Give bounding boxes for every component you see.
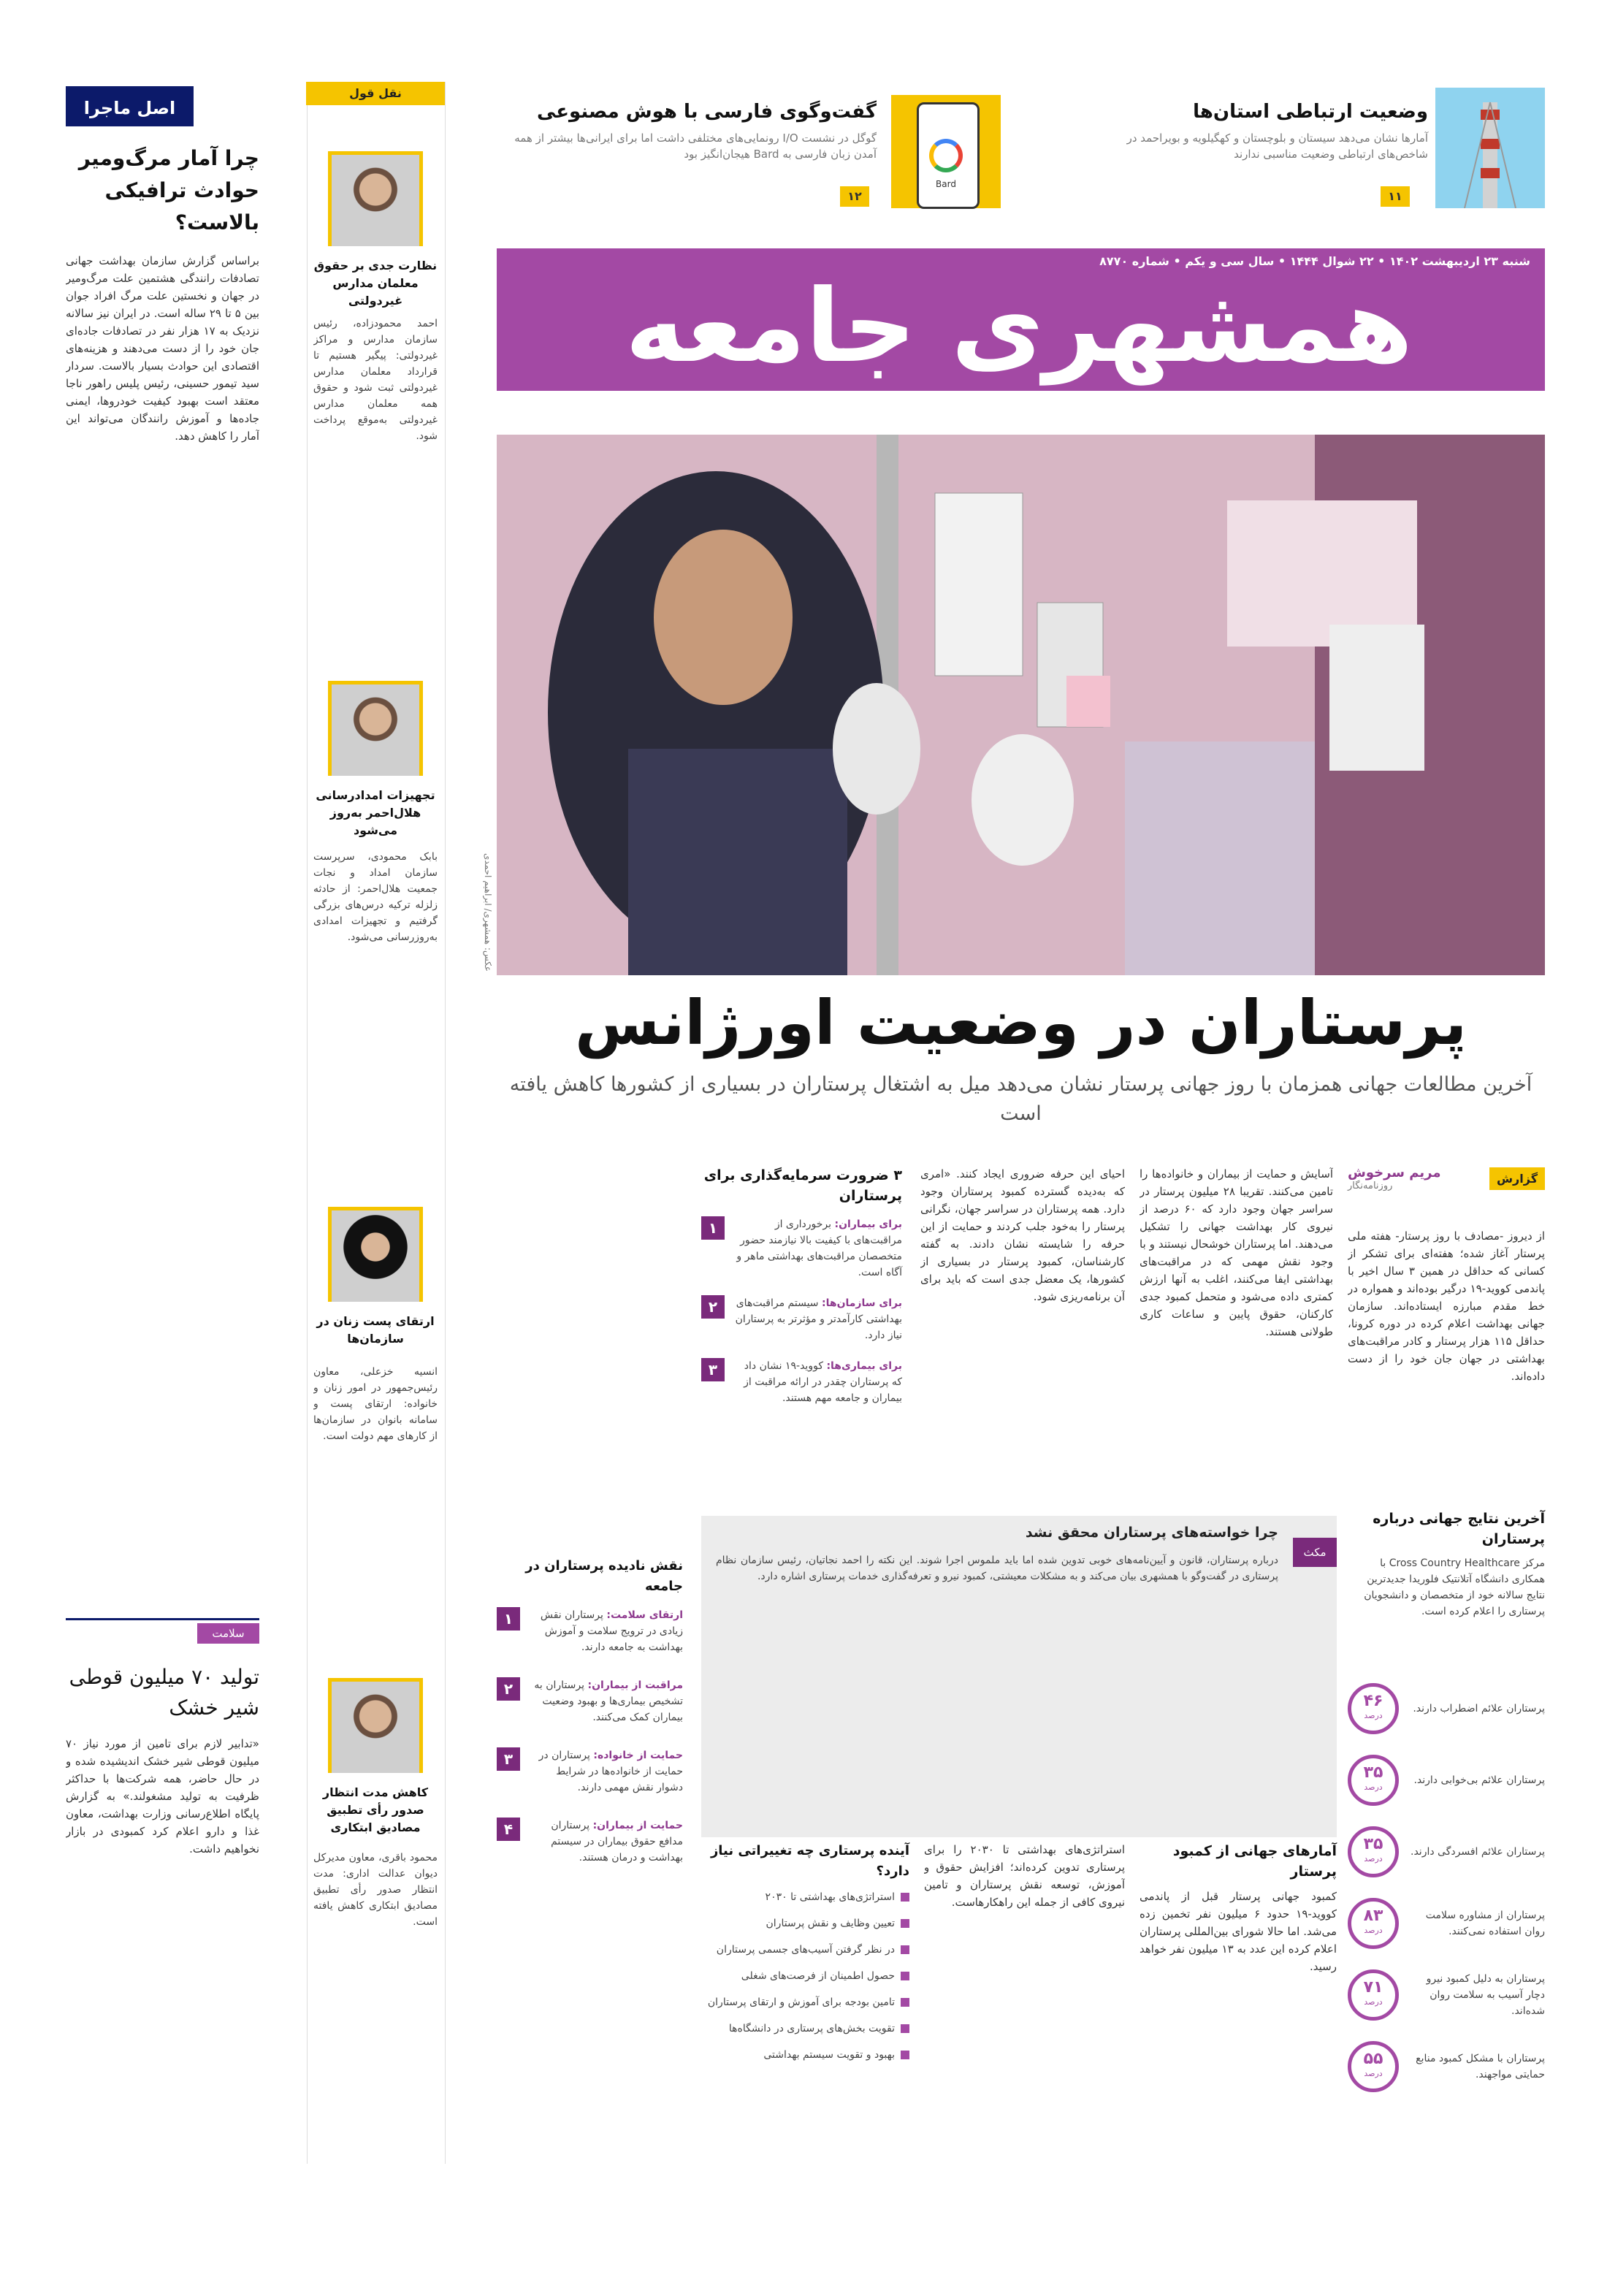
- teaser-title: وضعیت ارتباطی استان‌ها: [1193, 101, 1428, 123]
- stats-list: [1348, 1673, 1545, 2102]
- list-item: [497, 1607, 683, 1655]
- bard-app-image: [891, 95, 1001, 208]
- item-text: پرستاران نقش زیادی در ترویج سلامت و آموزش بهداشت به جامعه دارند.: [540, 1609, 683, 1653]
- report-column: استراتژی‌های بهداشتی تا ۲۰۳۰ را برای پرستاری تدوین کرده‌اند؛ افزایش حقوق و آموزش، توسعه نقش پرستاران و تامین نیروی کافی از جمله این راهکارهاست.: [924, 1843, 1125, 1909]
- stat-unit: درصد: [1364, 1782, 1383, 1792]
- nurse-photo: [497, 435, 1545, 975]
- stat-label: پرستاران علائم افسردگی دارند.: [1411, 1846, 1545, 1858]
- item-number: ۱: [497, 1607, 520, 1631]
- quote-text: بابک محمودی، سرپرست سازمان امداد و نجات جمعیت هلال‌احمر: از حادثه زلزله ترکیه درس‌های بزرگی گرفتیم و تجهیزات امدادی به‌روزرسانی می‌شود.: [313, 851, 438, 943]
- quote-title: ارتقای پست زنان در سازمان‌ها: [316, 1314, 435, 1346]
- stat-unit: درصد: [1364, 1711, 1383, 1720]
- society-title: نقش نادیده پرستاران در جامعه: [525, 1558, 683, 1594]
- report-column: آسایش و حمایت از بیماران و خانواده‌ها را تامین می‌کنند. تقریبا ۲۸ میلیون پرستار در سراسر جهان وجود دارد که ۶۰ درصد از نیروی کار بهداشت جهانی را تشکیل می‌دهند. اما پرستاران خوشحال نیستند و با وجود نقش مهمی که در مراقبت‌های بهداشتی ایفا می‌کنند، اغلب به آنها ارزش کمتری داده می‌شود و متحمل کمبود جدی کارکنان، حقوق پایین و ساعات کاری طولانی هستند.: [1140, 1167, 1333, 1338]
- quote-photo: [328, 681, 423, 776]
- list-item: [701, 1994, 909, 2010]
- item-lead: برای بیماران:: [834, 1218, 902, 1230]
- stat-unit: درصد: [1364, 1997, 1383, 2007]
- quote-photo: [328, 1678, 423, 1773]
- stat-label: پرستاران علائم بی‌خوابی دارند.: [1413, 1774, 1545, 1786]
- list-item-text: تامین بودجه برای آموزش و ارتقای پرستاران: [707, 1996, 895, 2008]
- focus-label: مکث: [1293, 1538, 1337, 1567]
- item-text: پرستاران به تشخیص بیماری‌ها و بهبود وضعیت بیماران کمک می‌کنند.: [534, 1679, 683, 1723]
- society-box: [497, 1556, 683, 1866]
- list-item: [701, 1968, 909, 1984]
- author-role: روزنامه‌نگار: [1348, 1181, 1393, 1191]
- list-item-text: استراتژی‌های بهداشتی تا ۲۰۳۰: [765, 1891, 895, 1903]
- future-title: آینده پرستاری چه تغییراتی نیاز دارد؟: [710, 1843, 909, 1879]
- quote-text: محمود باقری، معاون مدیرکل دیوان عدالت اداری: مدت انتظار صدور رأی تطبیق مصادیق ابتکاری کاهش یافته است.: [313, 1852, 438, 1928]
- teaser-text: آمارها نشان می‌دهد سیستان و بلوچستان و کهگیلویه و بویراحمد در شاخص‌های ارتباطی وضعیت مناسبی ندارند: [1126, 131, 1428, 161]
- main-subhead: آخرین مطالعات جهانی همزمان با روز جهانی پرستار نشان می‌دهد میل به اشتغال پرستاران در بسیاری از کشورها کاهش یافته است: [509, 1073, 1532, 1125]
- item-text: پرستاران در حمایت از خانواده‌ها در شرایط دشوار نقش مهمی دارند.: [538, 1750, 683, 1793]
- list-item: [701, 1942, 909, 1958]
- stat-value: ۳۵: [1363, 1763, 1383, 1782]
- item-lead: برای بیماری‌ها:: [826, 1360, 902, 1372]
- quote-photo: [328, 151, 423, 246]
- list-item: [497, 1818, 683, 1866]
- future-list: [701, 1841, 909, 2063]
- item-number: ۲: [701, 1295, 725, 1319]
- list-item: [701, 1915, 909, 1931]
- quote-title: تجهیزات امدادرسانی هلال‌احمر به‌روز می‌شود: [316, 788, 435, 837]
- item-lead: حمایت از بیماران:: [592, 1820, 683, 1831]
- item-text: کووید-۱۹ نشان داد که پرستاران چقدر در ارائه مراقبت از بیماران و جامعه مهم هستند.: [744, 1360, 902, 1404]
- stat-label: پرستاران علائم اضطراب دارند.: [1413, 1703, 1545, 1715]
- list-item-text: تقویت بخش‌های پرستاری در دانشگاه‌ها: [728, 2023, 895, 2034]
- report-column: احیای این حرفه ضروری ایجاد کنند. «امری که به‌دیده گسترده کمبود پرستاران وجود دارد. همه پرستاران در سراسر جهان، نگرانی پرستار را به‌خود جلب کردند و حمایت از این حرفه را شایسته نشان دادند. به گفته کارشناسان، کمبود پرستار در بسیاری از کشورها، یک معضل جدی است که باید برای آن برنامه‌ریزی شود.: [920, 1167, 1125, 1303]
- item-text: سیستم مراقبت‌های بهداشتی کارآمدتر و مؤثرتر به پرستاران نیاز دارد.: [735, 1297, 902, 1341]
- section-text: کمبود جهانی پرستار قبل از پاندمی کووید-۱۹ حدود ۶ میلیون نفر تخمین زده می‌شد. اما حالا شورای بین‌المللی پرستاران اعلام کرده این عدد به ۱۳ میلیون نفر خواهد رسید.: [1140, 1890, 1337, 1973]
- teaser-ai[interactable]: [497, 101, 877, 162]
- divider: [66, 1618, 259, 1620]
- item-number: ۳: [701, 1358, 725, 1381]
- report-label: گزارش: [1489, 1167, 1545, 1190]
- section-title: آمارهای جهانی از کمبود پرستار: [1172, 1843, 1337, 1880]
- item-text: برخورداری از مراقبت‌های با کیفیت بالا نیازمند حضور متخصصان مراقبت‌های بهداشتی ماهر و آگاه است.: [736, 1218, 902, 1278]
- stat-item: [1348, 2031, 1545, 2102]
- issue-line: شنبه ۲۳ اردیبهشت ۱۴۰۲ • ۲۲ شوال ۱۴۴۴ • سال سی و یکم • شماره ۸۷۷۰: [1099, 254, 1530, 268]
- shortage-section: [1140, 1841, 1337, 2224]
- page-number-badge: ۱۲: [840, 186, 869, 207]
- quote-photo: [328, 1207, 423, 1302]
- corner-badge: اصل ماجرا: [66, 86, 194, 126]
- stat-label: پرستاران از مشاوره سلامت روان استفاده نمی‌کنند.: [1425, 1910, 1545, 1937]
- stat-value: ۳۵: [1363, 1835, 1383, 1853]
- bard-label: Bard: [936, 179, 956, 189]
- masthead-logo: همشهری جامعه: [625, 267, 1413, 385]
- section-title: آخرین نتایج جهانی درباره پرستاران: [1373, 1511, 1545, 1547]
- teaser-telecom[interactable]: [1114, 101, 1428, 162]
- stat-item: [1348, 1959, 1545, 2031]
- stat-label: پرستاران با مشکل کمبود منابع حمایتی مواجهند.: [1416, 2053, 1545, 2080]
- item-number: ۴: [497, 1818, 520, 1841]
- stat-item: [1348, 1673, 1545, 1744]
- stat-value: ۸۳: [1363, 1907, 1383, 1925]
- stat-unit: درصد: [1364, 2069, 1383, 2078]
- stat-value: ۵۵: [1363, 2050, 1383, 2068]
- masthead: [497, 248, 1545, 391]
- list-item-text: در نظر گرفتن آسیب‌های جسمی پرستاران: [716, 1944, 895, 1956]
- teaser-title: گفت‌وگوی فارسی با هوش مصنوعی: [536, 101, 877, 123]
- list-item: [701, 1295, 902, 1343]
- survey-section: [1348, 1509, 1545, 1620]
- teaser-text: گوگل در نشست I/O رونمایی‌های مختلفی داشت اما برای ایرانی‌ها بیشتر از همه آمدن زبان فارسی به Bard هیجان‌انگیز بود: [514, 131, 877, 161]
- item-text: پرستاران مدافع حقوق بیماران در سیستم بهداشت و درمان هستند.: [551, 1820, 683, 1864]
- list-item: [701, 1358, 902, 1406]
- item-lead: مراقبت از بیماران:: [587, 1679, 683, 1691]
- report-byline: [1348, 1165, 1545, 1191]
- photo-credit: عکس: همشهری/ ابراهیم احمدی: [483, 853, 493, 972]
- report-intro: از دیروز -مصادف با روز پرستار- هفته ملی پرستار آغاز شده؛ هفته‌ای برای تشکر از کسانی که حداقل در همین ۳ سال اخیر با پاندمی کووید-۱۹ درگیر بوده‌اند و همواره در خط مقدم مبارزه ایستاده‌اند. سازمان جهانی بهداشت اعلام کرده در دوره کرونا، حداقل ۱۱۵ هزار پرستار و کادر مراقبت‌های بهداشتی در جهان جان خود را از دست داده‌اند.: [1348, 1229, 1545, 1383]
- stat-unit: درصد: [1364, 1926, 1383, 1935]
- health-label: سلامت: [197, 1623, 259, 1644]
- stat-label: پرستاران به دلیل کمبود نیرو دچار آسیب به سلامت روان شده‌اند.: [1426, 1973, 1545, 2017]
- list-item-text: تعیین وظایف و نقش پرستاران: [766, 1918, 895, 1929]
- stat-item: [1348, 1888, 1545, 1959]
- item-number: ۳: [497, 1747, 520, 1771]
- stat-unit: درصد: [1364, 1854, 1383, 1864]
- list-item: [701, 2021, 909, 2037]
- list-item: [701, 1216, 902, 1281]
- quote-title: نظارت جدی بر حقوق معلمان مدارس غیردولتی: [313, 259, 438, 308]
- section-text: مرکز Cross Country Healthcare با همکاری دانشگاه آتلانتیک فلوریدا جدیدترین نتایج سالانه خود از متخصصان و دانشجویان پرستاری را اعلام کرده است.: [1364, 1557, 1545, 1617]
- quote-text: احمد محمودزاده، رئیس سازمان مدارس و مراکز غیردولتی: پیگیر هستیم تا قرارداد معلمان مدارس غیردولتی ثبت شود و حقوق همه معلمان مدارس غیردولتی به‌موقع پرداخت شود.: [313, 318, 438, 442]
- item-lead: برای سازمان‌ها:: [822, 1297, 902, 1309]
- stat-value: ۷۱: [1363, 1978, 1383, 1996]
- quote-title: کاهش مدت انتظار صدور رأی تطبیق مصادیق ابتکاری: [322, 1785, 429, 1834]
- list-item-text: بهبود و تقویت سیستم بهداشتی: [763, 2049, 895, 2061]
- quotes-column: [307, 82, 446, 2164]
- page-number-badge: ۱۱: [1381, 186, 1410, 207]
- side-article-title: چرا آمار مرگ‌ومیر حوادث ترافیکی بالاست؟: [78, 146, 259, 234]
- list-item: [701, 1889, 909, 1905]
- list-item: [497, 1677, 683, 1725]
- stat-value: ۴۶: [1363, 1692, 1383, 1710]
- stat-item: [1348, 1744, 1545, 1816]
- focus-box: [701, 1516, 1337, 1837]
- list-item: [497, 1747, 683, 1796]
- side-article-text: براساس گزارش سازمان بهداشت جهانی تصادفات رانندگی هشتمین علت مرگ‌ومیر در جهان و نخستین علت مرگ افراد جوان بین ۵ تا ۲۹ ساله است. در ایران نیز سالانه نزدیک به ۱۷ هزار نفر در تصادفات جاده‌ای جان خود را از دست می‌دهند و هزینه‌های اقتصادی این حوادث بسیار بالاست. سردار سید تیمور حسینی، رئیس پلیس راهور ناجا معتقد است بهبود کیفیت خودروها، ایمنی جاده‌ها و آموزش رانندگان می‌تواند این آمار را کاهش دهد.: [66, 254, 259, 443]
- quote-text: انسیه خزعلی، معاون رئیس‌جمهور در امور زنان و خانواده: ارتقای پست و سامانه بانوان در سازمان‌ها از کارهای مهم دولت است.: [313, 1366, 438, 1442]
- focus-text: درباره پرستاران، قانون و آیین‌نامه‌های خوبی تدوین شده اما باید ملموس اجرا شوند. این نکته را احمد نجاتیان، رئیس سازمان نظام پرستاری در گفت‌وگو با همشهری بیان می‌کند و به مشکلات معیشتی، کمبود نیرو و تعرفه‌گذاری خدمات پرستاری اشاره دارد.: [716, 1555, 1278, 1582]
- main-headline: پرستاران در وضعیت اورژانس: [574, 987, 1467, 1059]
- quotes-label: نقل قول: [306, 82, 445, 105]
- telecom-tower-image: [1435, 88, 1545, 208]
- investment-title: ۳ ضرورت سرمایه‌گذاری برای پرستاران: [703, 1167, 902, 1204]
- focus-title: چرا خواسته‌های پرستاران محقق نشد: [1025, 1525, 1278, 1541]
- health-title: تولید ۷۰ میلیون قوطی شیر خشک: [69, 1665, 259, 1720]
- item-lead: حمایت از خانواده:: [593, 1750, 683, 1761]
- item-lead: ارتقای سلامت:: [606, 1609, 683, 1621]
- health-text: «تدابیر لازم برای تامین از مورد نیاز ۷۰ میلیون قوطی شیر خشک اندیشیده شده و در حال حاضر، همه شرکت‌ها با حداکثر ظرفیت به تولید مشغولند.» به گزارش پایگاه اطلاع‌رسانی وزارت بهداشت، معاون غذا و دارو اعلام کرد کمبودی در بازار نخواهیم داشت.: [66, 1737, 259, 1856]
- item-number: ۲: [497, 1677, 520, 1701]
- item-number: ۱: [701, 1216, 725, 1240]
- stat-item: [1348, 1816, 1545, 1888]
- author-name: مریم سرخوش: [1348, 1165, 1441, 1181]
- list-item-text: حصول اطمینان از فرصت‌های شغلی: [741, 1970, 895, 1982]
- list-item: [701, 2047, 909, 2063]
- investment-box: [701, 1165, 902, 1406]
